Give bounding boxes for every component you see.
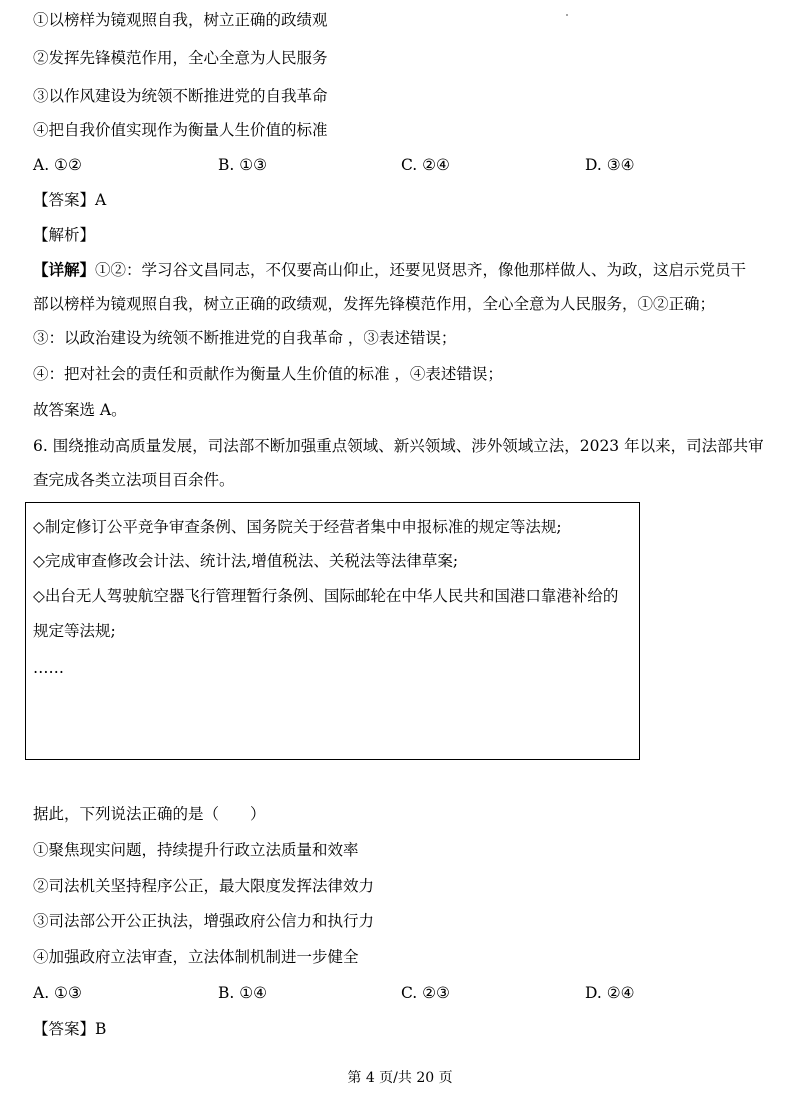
q5-detail-line-1 — [33, 260, 746, 280]
q6-option-a: A. ①③ — [33, 984, 82, 1002]
q5-detail-label: 【详解】 — [33, 260, 96, 279]
q5-conclusion: 故答案选 A。 — [33, 401, 127, 419]
q5-detail-line-4: ④：把对社会的责任和贡献作为衡量人生价值的标准 ，④表述错误； — [33, 365, 503, 383]
q6-answer: 【答案】B — [33, 1020, 107, 1038]
q6-box-line-4: 规定等法规; — [33, 622, 116, 640]
q5-item-3: ③以作风建设为统领不断推进党的自我革命 — [33, 87, 328, 105]
q5-option-d: D. ③④ — [585, 156, 635, 174]
q6-item-3: ③司法部公开公正执法，增强政府公信力和执行力 — [33, 912, 375, 930]
q6-material-box — [25, 502, 640, 760]
q6-item-2: ②司法机关坚持程序公正，最大限度发挥法律效力 — [33, 877, 375, 895]
q5-detail-line-2: 部以榜样为镜观照自我，树立正确的政绩观，发挥先锋模范作用，全心全意为人民服务，①②正确； — [33, 295, 716, 313]
q6-option-b: B. ①④ — [218, 984, 268, 1002]
q6-option-d: D. ②④ — [585, 984, 635, 1002]
q6-item-1: ①聚焦现实问题，持续提升行政立法质量和效率 — [33, 841, 359, 859]
q6-item-4: ④加强政府立法审查，立法体制机制进一步健全 — [33, 948, 359, 966]
q5-item-1: ①以榜样为镜观照自我，树立正确的政绩观 — [33, 11, 328, 29]
q6-box-ellipsis: …… — [33, 659, 64, 677]
q6-question: 据此，下列说法正确的是（ ） — [33, 805, 266, 823]
q5-item-4: ④把自我价值实现作为衡量人生价值的标准 — [33, 121, 328, 139]
q6-options — [33, 983, 733, 1003]
q5-answer: 【答案】A — [33, 191, 107, 209]
q5-option-b: B. ①③ — [218, 156, 268, 174]
page-footer: 第 4 页/共 20 页 — [347, 1070, 453, 1086]
q6-stem-line-1: 6. 围绕推动高质量发展，司法部不断加强重点领域、新兴领域、涉外领域立法，2023 年以来，司法部共审 — [33, 437, 764, 455]
q5-options — [33, 155, 733, 175]
q5-option-a: A. ①② — [33, 156, 82, 174]
q5-analysis-heading: 【解析】 — [33, 226, 96, 244]
q6-box-line-3: ◇出台无人驾驶航空器飞行管理暂行条例、国际邮轮在中华人民共和国港口靠港补给的 — [33, 587, 619, 605]
q6-box-line-1: ◇制定修订公平竞争审查条例、国务院关于经营者集中申报标准的规定等法规; — [33, 518, 562, 536]
q6-stem-line-2: 查完成各类立法项目百余件。 — [33, 471, 235, 489]
q5-detail-line-3: ③：以政治建设为统领不断推进党的自我革命 ，③表述错误； — [33, 329, 457, 347]
q5-item-2: ②发挥先锋模范作用，全心全意为人民服务 — [33, 49, 328, 67]
q5-detail-text-1: ①②：学习谷文昌同志，不仅要高山仰止，还要见贤思齐，像他那样做人、为政，这启示党员干 — [95, 261, 747, 279]
q6-option-c: C. ②③ — [401, 984, 450, 1002]
q5-option-c: C. ②④ — [401, 156, 450, 174]
q6-box-line-2: ◇完成审查修改会计法、统计法,增值税法、关税法等法律草案; — [33, 552, 459, 570]
scan-speck — [566, 14, 568, 16]
